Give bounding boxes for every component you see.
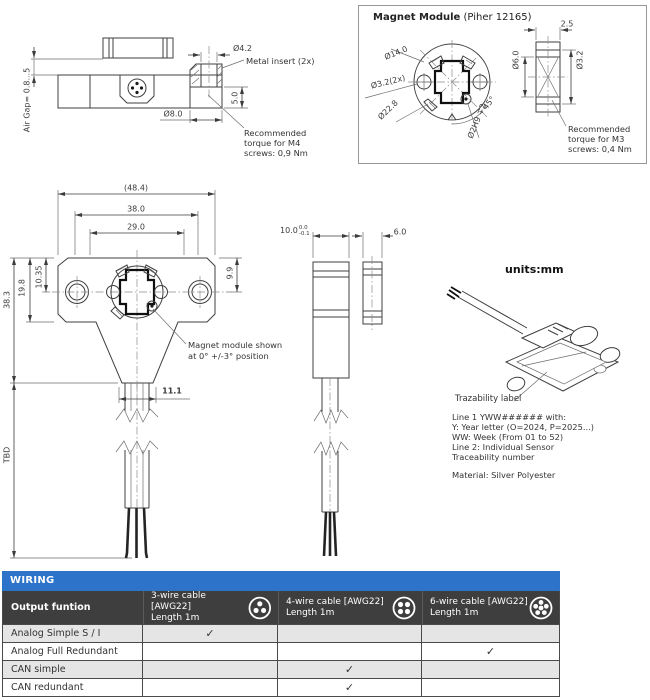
magnet-module-title-sub: (Piher 12165) [463, 12, 532, 23]
metal-insert-leader [222, 60, 244, 68]
wiring-col-6-wire [422, 591, 559, 624]
housing-outline [58, 258, 215, 383]
table-row [2, 643, 560, 661]
dim-dia-6-0: Ø6.0 [511, 50, 521, 70]
dim-dia-22-8: Ø22.8 [376, 98, 400, 122]
cell-check [422, 679, 559, 696]
magnet-module-title-bold: Magnet Module [373, 12, 461, 23]
row-label-can-simple: CAN simple [3, 661, 143, 678]
cell-check: ✓ [278, 661, 422, 678]
row-label-can-redundant: CAN redundant [3, 679, 143, 696]
dim-dia-4-2: Ø4.2 [233, 44, 253, 53]
magnet-position-note [188, 340, 282, 362]
cable-4-wire-icon [391, 595, 417, 621]
wiring-col-3-wire-label: 3-wire cable [AWG22] Length 1m [151, 591, 206, 623]
table-row [2, 679, 560, 697]
wiring-header-row [2, 591, 560, 625]
traceability-line5: Traceability number [452, 452, 535, 462]
dim-dia-8-0: Ø8.0 [163, 109, 183, 119]
wiring-col-4-wire [278, 591, 422, 624]
dim-10-0-tol-top: 0.0 [298, 225, 308, 231]
traceability-material: Material: Silver Polyester [452, 470, 556, 480]
torque-note-m3 [568, 124, 632, 154]
air-gap-label: Air Gap= 0.8...5 [22, 67, 32, 133]
metal-insert-label: Metal insert (2x) [246, 56, 315, 66]
sensor-front-view-drawing [10, 190, 242, 558]
row-label-analog-full-redundant: Analog Full Redundant [3, 643, 143, 660]
traceability-line2: Y: Year letter (O=2024, P=2025...) [452, 422, 594, 432]
traceability-note [452, 412, 594, 462]
wiring-col-output-function: Output funtion [11, 602, 91, 613]
cell-check: ✓ [485, 645, 496, 658]
traceability-line4: Line 2: Individual Sensor [452, 442, 555, 452]
dim-11-1: 11.1 [162, 386, 182, 396]
torque-note-m4-line1: Recommended [244, 128, 307, 138]
table-row [2, 625, 560, 643]
magnet-position-note-line2: at 0° +/-3° position [188, 351, 269, 361]
row-label-analog-simple: Analog Simple S / I [3, 625, 143, 642]
cell-check [422, 625, 559, 642]
dim-dia-2h9: Ø2H9 ∓2 [465, 102, 489, 140]
dim-38-3: 38.3 [2, 291, 12, 309]
wiring-title: WIRING [10, 575, 55, 586]
dim-10-0: 10.0 [280, 226, 298, 235]
cell-check [278, 625, 422, 642]
dim-dia-3-2: Ø3.2 [575, 50, 585, 70]
dim-6-0: 6.0 [393, 227, 407, 237]
dim-10-0-tol [280, 226, 310, 238]
cell-check [143, 661, 278, 678]
torque-note-m4-line3: screws: 0,9 Nm [244, 148, 308, 158]
break-symbol [314, 410, 348, 423]
torque-note-m4 [244, 128, 308, 158]
cell-check [422, 661, 559, 678]
cell-check [278, 643, 422, 660]
cell-check [143, 643, 278, 660]
dim-10-35: 10.35 [34, 265, 44, 289]
wiring-col-3-wire [143, 591, 278, 624]
cell-check: ✓ [143, 625, 278, 642]
wiring-title-bar [2, 571, 560, 591]
wiring-col-4-wire-label: 4-wire cable [AWG22] Length 1m [286, 596, 384, 618]
traceability-line3: WW: Week (From 01 to 52) [452, 432, 564, 442]
cable-3-wire-icon [247, 595, 273, 621]
sensor-profile-views-drawing [313, 232, 393, 556]
traceability-label: Trazability label [455, 394, 522, 404]
sensor-iso-view-drawing [447, 287, 622, 401]
dim-5-0: 5.0 [230, 91, 240, 105]
dim-2-5: 2.5 [560, 19, 574, 29]
cell-check: ✓ [278, 679, 422, 696]
sensor-side-view-drawing [31, 38, 248, 128]
torque-note-m3-line3: screws: 0,4 Nm [568, 144, 632, 154]
connector-circle [128, 79, 146, 97]
cell-check [143, 679, 278, 696]
torque-note-m3-line2: torque for M3 [568, 134, 625, 144]
dim-dia-3-2-2x: Ø3.2(2x) [369, 73, 407, 91]
magnet-position-note-line1: Magnet module shown [188, 340, 283, 350]
dim-angle-45: 45° [481, 94, 497, 112]
dim-10-0-tol-bot: -0.1 [298, 230, 310, 237]
dim-48-4: (48.4) [123, 183, 149, 193]
dim-19-8: 19.8 [17, 279, 27, 297]
break-symbol [314, 442, 348, 455]
torque-note-m4-line2: torque for M4 [244, 138, 301, 148]
dim-29-0: 29.0 [127, 222, 145, 232]
table-row [2, 661, 560, 679]
wiring-table [2, 571, 560, 697]
units-label: units:mm [505, 263, 564, 276]
torque-note-m3-line1: Recommended [568, 124, 631, 134]
cable-6-wire-icon [528, 595, 554, 621]
dim-9-9: 9.9 [225, 266, 235, 280]
wire-strands [324, 512, 336, 556]
wiring-col-6-wire-label: 6-wire cable [AWG22] Length 1m [430, 596, 528, 618]
traceability-sticker [517, 343, 606, 384]
dim-tbd: TBD [2, 446, 12, 464]
wire-strands [126, 508, 147, 558]
magnet-note-leader [153, 309, 186, 344]
traceability-line1: Line 1 YWW###### with: [452, 412, 567, 422]
magnet-module-title [373, 12, 532, 23]
dim-38-0: 38.0 [127, 204, 145, 214]
dim-dia-14-0: Ø14.0 [383, 44, 409, 62]
